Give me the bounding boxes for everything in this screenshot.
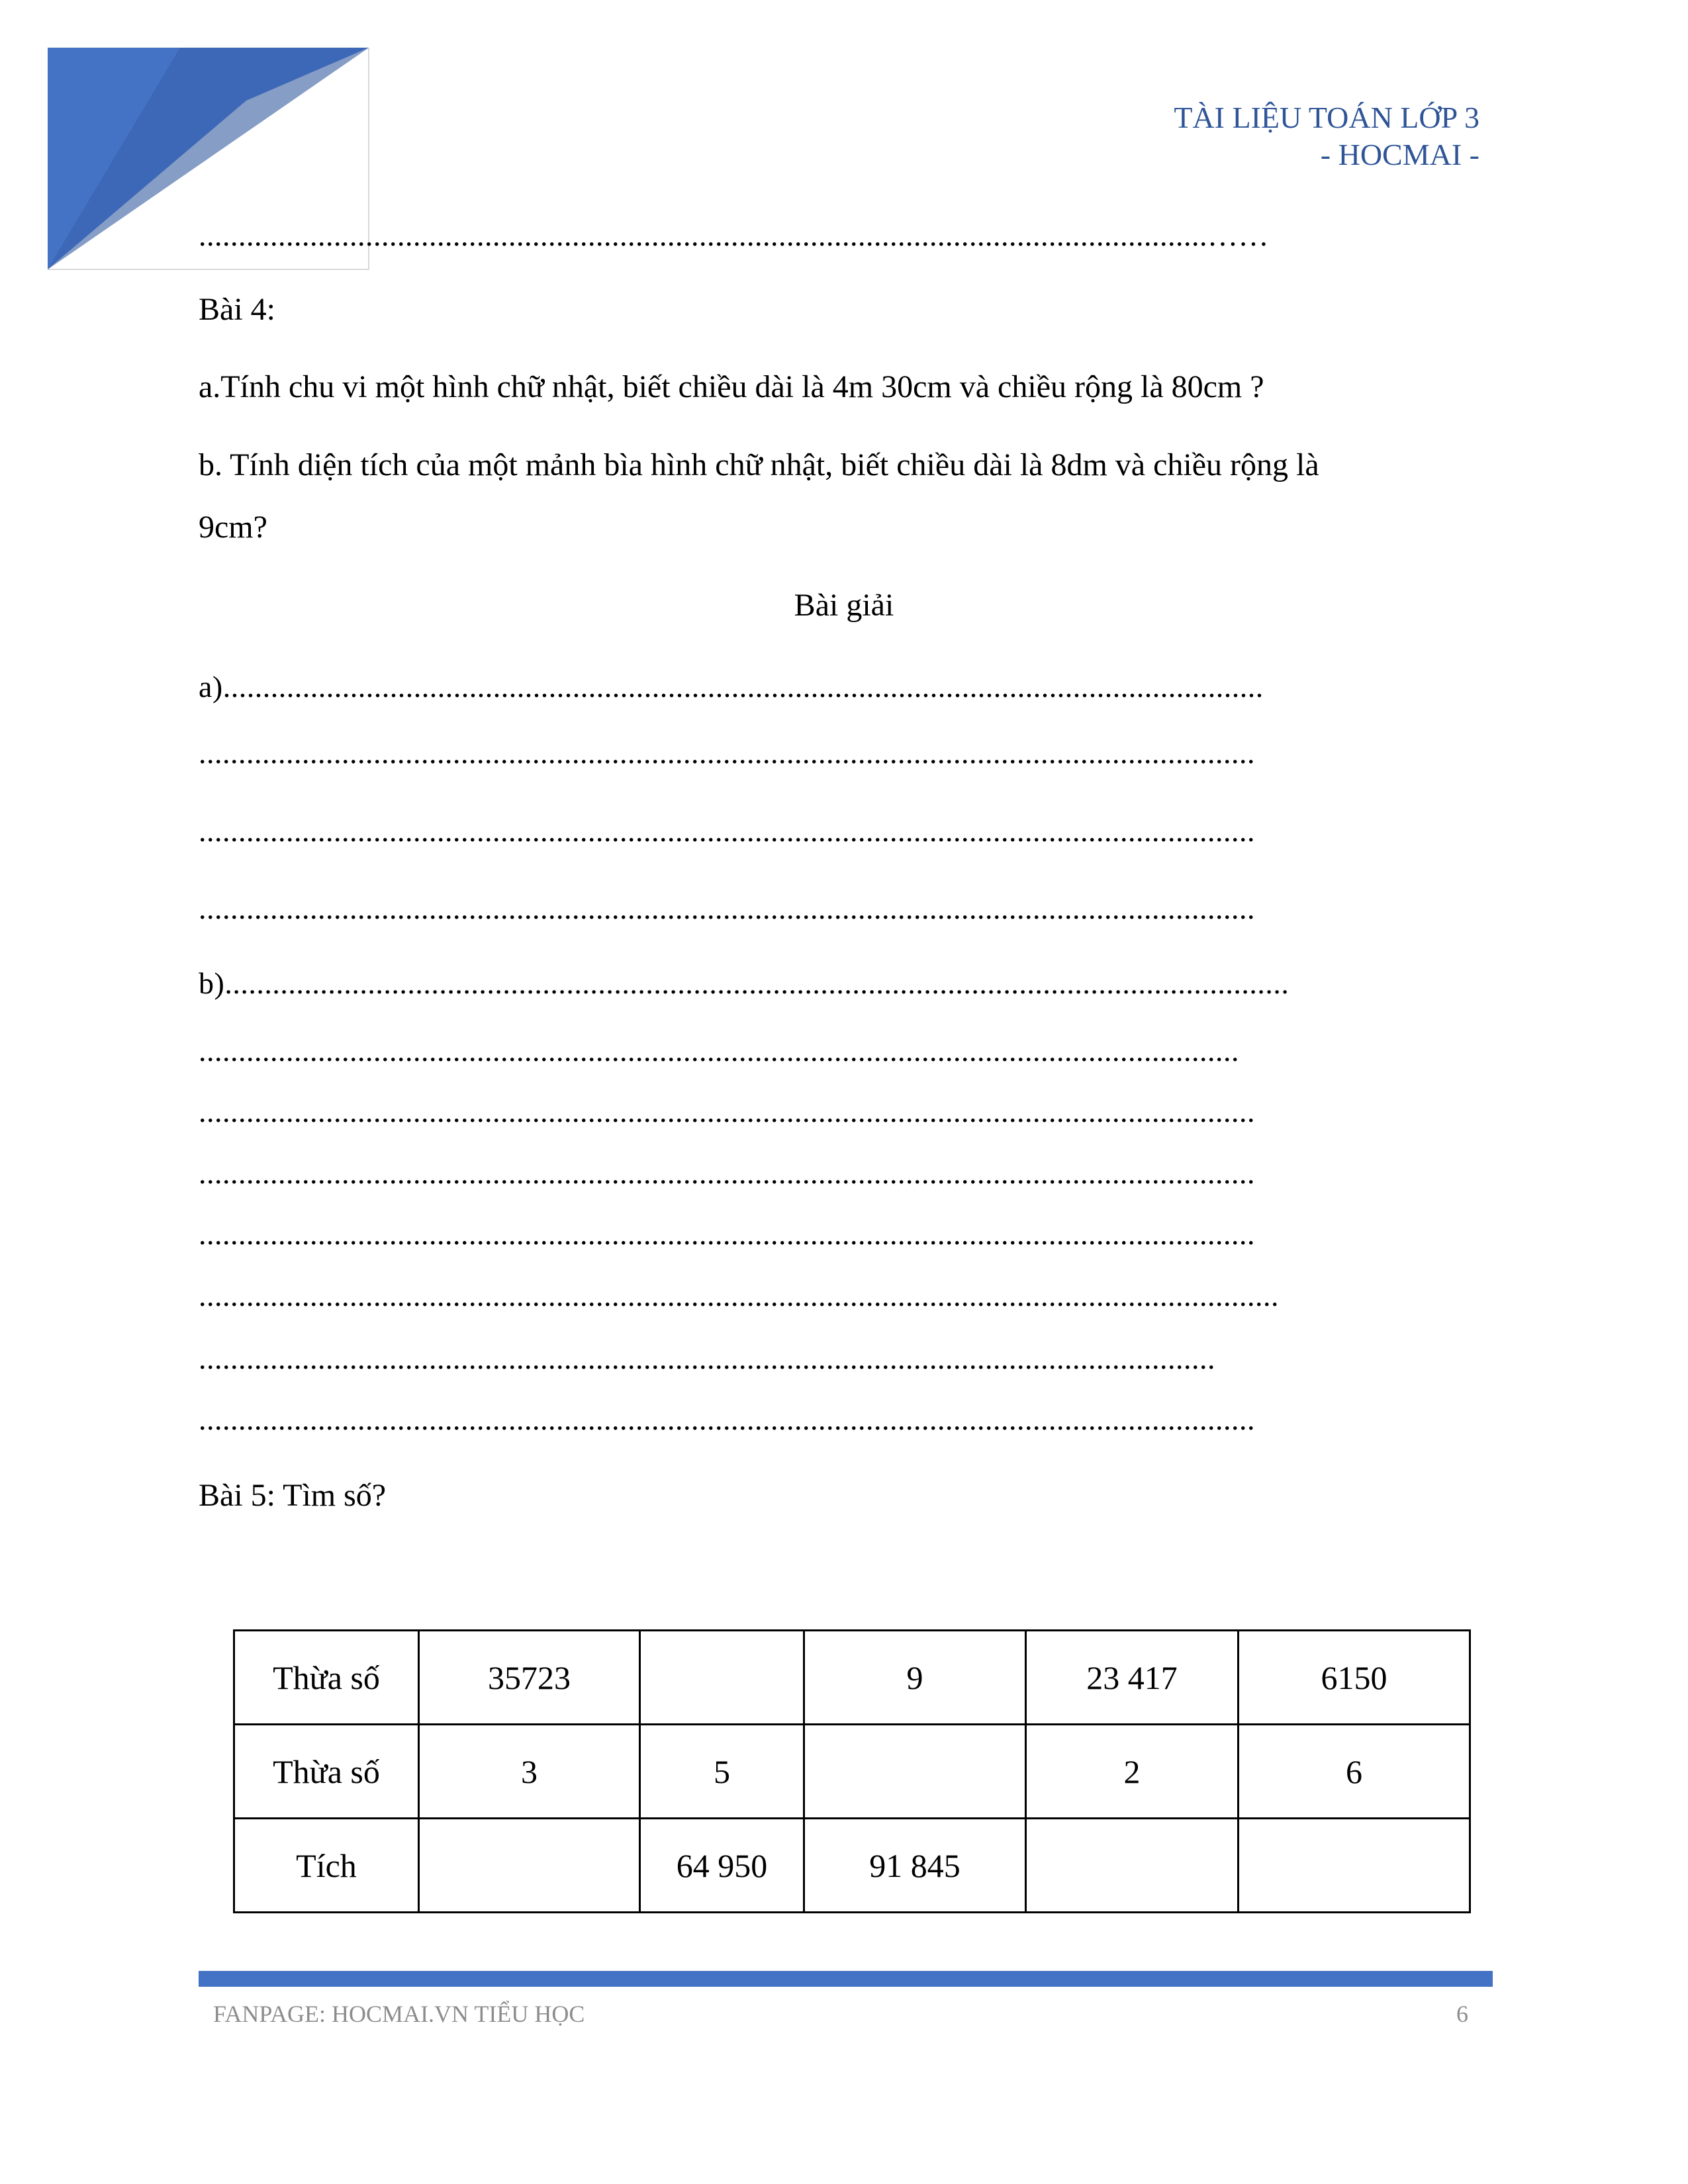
row-label: Thừa số (234, 1631, 419, 1725)
answer-line: ........................................................................................................................................ (199, 1279, 1279, 1312)
table-cell (640, 1631, 804, 1725)
answer-line: ................................................................................................................................... (199, 1034, 1239, 1068)
header-subtitle: - HOCMAI - (1320, 138, 1479, 171)
table-cell: 23 417 (1026, 1631, 1239, 1725)
table-cell (1026, 1819, 1239, 1913)
answer-line: ..................................................................................................................................... (199, 891, 1255, 925)
table-row (234, 1819, 1470, 1913)
table-cell (804, 1725, 1026, 1819)
answer-line: ..................................................................................................................................... (199, 1402, 1255, 1436)
table-cell: 9 (804, 1631, 1026, 1725)
exercise-4b-question-line1: b. Tính diện tích của một mảnh bìa hình chữ nhật, biết chiều dài là 8dm và chiều rộng là (199, 447, 1319, 482)
row-label: Thừa số (234, 1725, 419, 1819)
table-row (234, 1631, 1470, 1725)
table-cell: 3 (419, 1725, 640, 1819)
answer-line-a: a)................................................................................................................................... (199, 670, 1264, 704)
table-row (234, 1725, 1470, 1819)
table-cell: 35723 (419, 1631, 640, 1725)
table-cell: 2 (1026, 1725, 1239, 1819)
solution-title: Bài giải (794, 588, 894, 623)
answer-line-b: b)...................................................................................................................................... (199, 966, 1289, 1000)
multiplication-table (233, 1629, 1471, 1913)
answer-line: ...............................................................................................................................…… (199, 218, 1269, 252)
page-number: 6 (1456, 2001, 1468, 2027)
table-cell: 5 (640, 1725, 804, 1819)
exercise-4b-question-line2: 9cm? (199, 510, 267, 545)
document-header (1174, 99, 1479, 173)
answer-line: ..................................................................................................................................... (199, 1217, 1255, 1251)
header-title: TÀI LIỆU TOÁN LỚP 3 (1174, 101, 1479, 134)
table-cell: 6 (1239, 1725, 1470, 1819)
answer-line: ................................................................................................................................ (199, 1342, 1215, 1375)
answer-line: ..................................................................................................................................... (199, 1095, 1255, 1128)
exercise-4a-question: a.Tính chu vi một hình chữ nhật, biết chiều dài là 4m 30cm và chiều rộng là 80cm ? (199, 369, 1264, 404)
table-cell: 91 845 (804, 1819, 1026, 1913)
footer-divider (199, 1971, 1493, 1987)
exercise-5-title: Bài 5: Tìm số? (199, 1478, 387, 1513)
table-cell: 64 950 (640, 1819, 804, 1913)
answer-line: ..................................................................................................................................... (199, 1156, 1255, 1190)
table-cell: 6150 (1239, 1631, 1470, 1725)
footer-fanpage: FANPAGE: HOCMAI.VN TIỂU HỌC (213, 2001, 585, 2027)
answer-line: ..................................................................................................................................... (199, 736, 1255, 770)
row-label: Tích (234, 1819, 419, 1913)
exercise-4-title: Bài 4: (199, 292, 275, 327)
table-cell (419, 1819, 640, 1913)
answer-line: ..................................................................................................................................... (199, 814, 1255, 848)
table-cell (1239, 1819, 1470, 1913)
